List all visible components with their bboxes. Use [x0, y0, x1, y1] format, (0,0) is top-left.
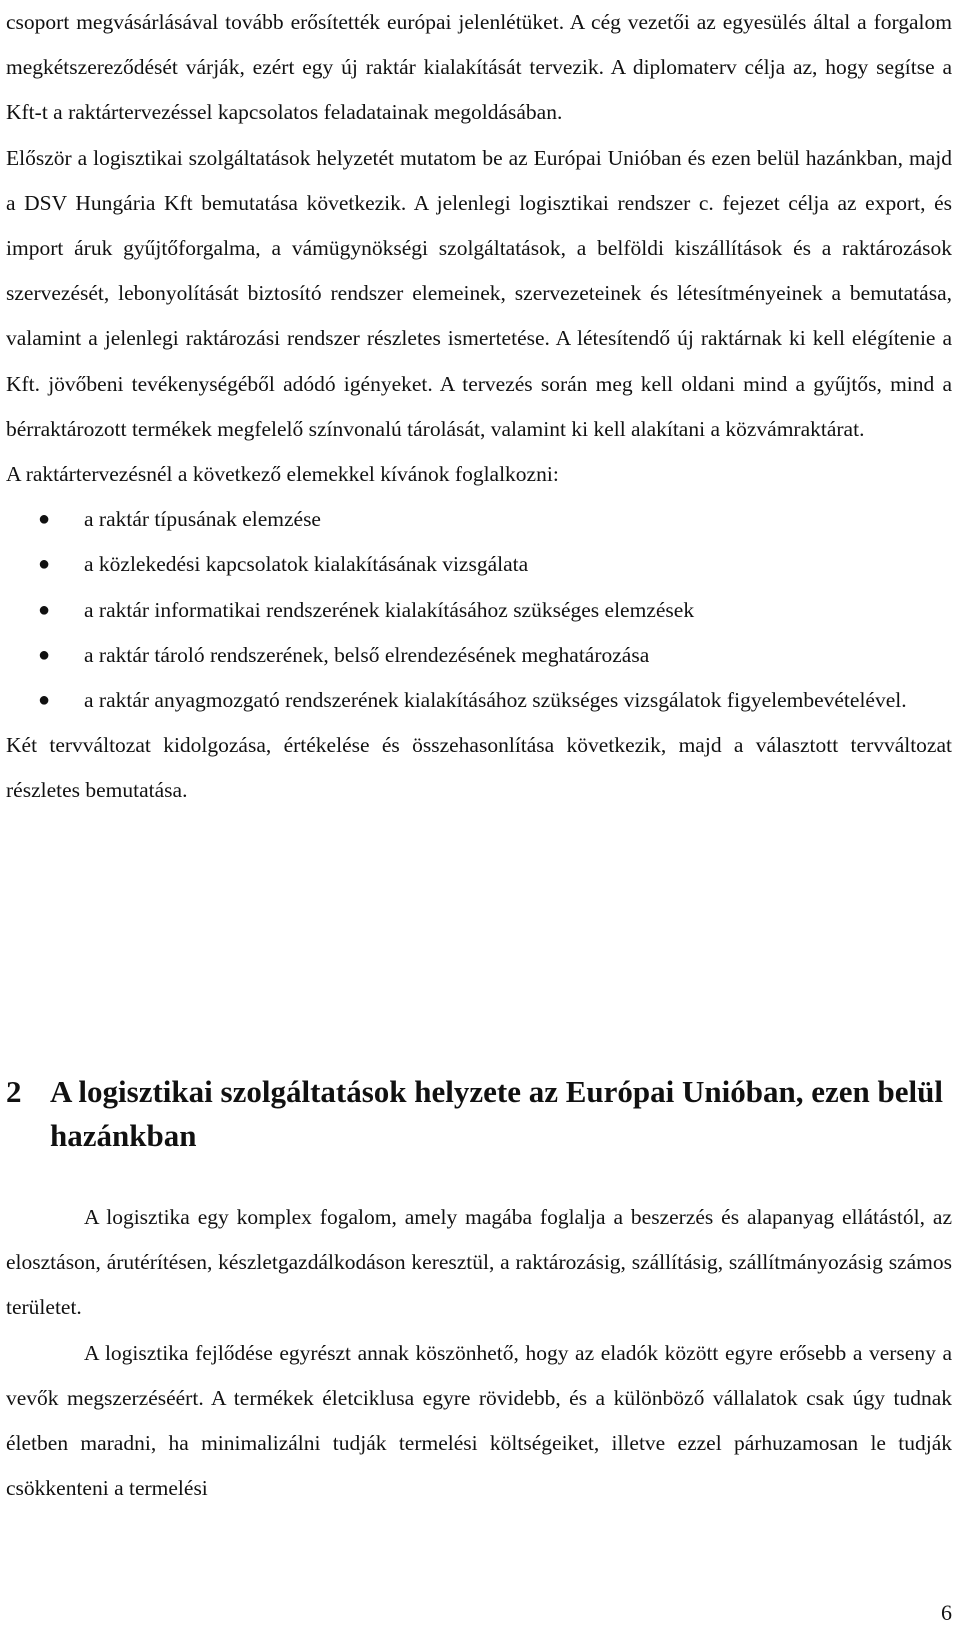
list-item-text: a raktár informatikai rendszerének kialakításához szükséges elemzések: [84, 597, 695, 622]
section-heading: [6, 1070, 952, 1158]
section-title: A logisztikai szolgáltatások helyzete az Európai Unióban, ezen belül hazánkban: [50, 1074, 943, 1153]
list-item: [6, 588, 952, 633]
intro-paragraph-2: Először a logisztikai szolgáltatások helyzetét mutatom be az Európai Unióban és ezen belül hazánkban, majd a DSV Hungária Kft bemutatása következik. A jelenlegi logisztikai rendszer c. fejezet célja az export, és import áruk gyűjtőforgalma, a vámügynökségi szolgáltatások, a belföldi kiszállítások és a raktározások szervezését, lebonyolítását biztosító rendszer elemeinek, szervezeteinek és létesítményeinek a bemutatása, valamint a jelenlegi raktározási rendszer részletes ismertetése. A létesítendő új raktárnak ki kell elégítenie a Kft. jövőbeni tevékenységéből adódó igényeket. A tervezés során meg kell oldani mind a gyűjtős, mind a bérraktározott termékek megfelelő színvonalú tárolását, valamint ki kell alakítani a közvámraktárat.: [6, 145, 952, 441]
list-item-text: a raktár típusának elemzése: [84, 507, 321, 532]
task-list: [6, 497, 952, 723]
list-item-text: a közlekedési kapcsolatok kialakításának vizsgálata: [84, 552, 529, 577]
intro-paragraph-3: Két tervváltozat kidolgozása, értékelése és összehasonlítása következik, majd a választott tervváltozat részletes bemutatása.: [6, 733, 952, 803]
list-item: [6, 633, 952, 678]
page-number: 6: [941, 1600, 952, 1625]
bullet-icon: ●: [38, 689, 51, 712]
intro-paragraph-1: csoport megvásárlásával tovább erősítették európai jelenlétüket. A cég vezetői az egyesülés által a forgalom megkétszereződését várják, ezért egy új raktár kialakítását tervezik. A diplomaterv célja az, hogy segítse a Kft-t a raktártervezéssel kapcsolatos feladatainak megoldásában.: [6, 10, 952, 125]
list-intro: A raktártervezésnél a következő elemekkel kívánok foglalkozni:: [6, 462, 559, 487]
bullet-icon: ●: [38, 643, 51, 666]
bullet-icon: ●: [38, 553, 51, 576]
bullet-icon: ●: [38, 508, 51, 531]
list-item: [6, 678, 952, 723]
section-paragraph-1: A logisztika egy komplex fogalom, amely magába foglalja a beszerzés és alapanyag ellátástól, az elosztáson, árutérítésen, készletgazdálkodáson keresztül, a raktározásig, szállításig, szállítmányozásig számos területet.: [6, 1205, 952, 1320]
section-number: 2: [6, 1074, 22, 1109]
list-item-text: a raktár tároló rendszerének, belső elrendezésének meghatározása: [84, 642, 650, 667]
intro-section: [6, 0, 952, 814]
list-item-text: a raktár anyagmozgató rendszerének kialakításához szükséges vizsgálatok figyelembevételével.: [84, 688, 907, 713]
bullet-icon: ●: [38, 598, 51, 621]
section-paragraph-2: A logisztika fejlődése egyrészt annak köszönhető, hogy az eladók között egyre erősebb a verseny a vevők megszerzéséért. A termékek életciklusa egyre rövidebb, és a különböző vállalatok csak úgy tudnak életben maradni, ha minimalizálni tudják termelési költségeiket, illetve ezzel párhuzamosan le tudják csökkenteni a termelési: [6, 1340, 952, 1501]
list-item: [6, 497, 952, 542]
section-body: [6, 1195, 952, 1511]
list-item: [6, 542, 952, 587]
